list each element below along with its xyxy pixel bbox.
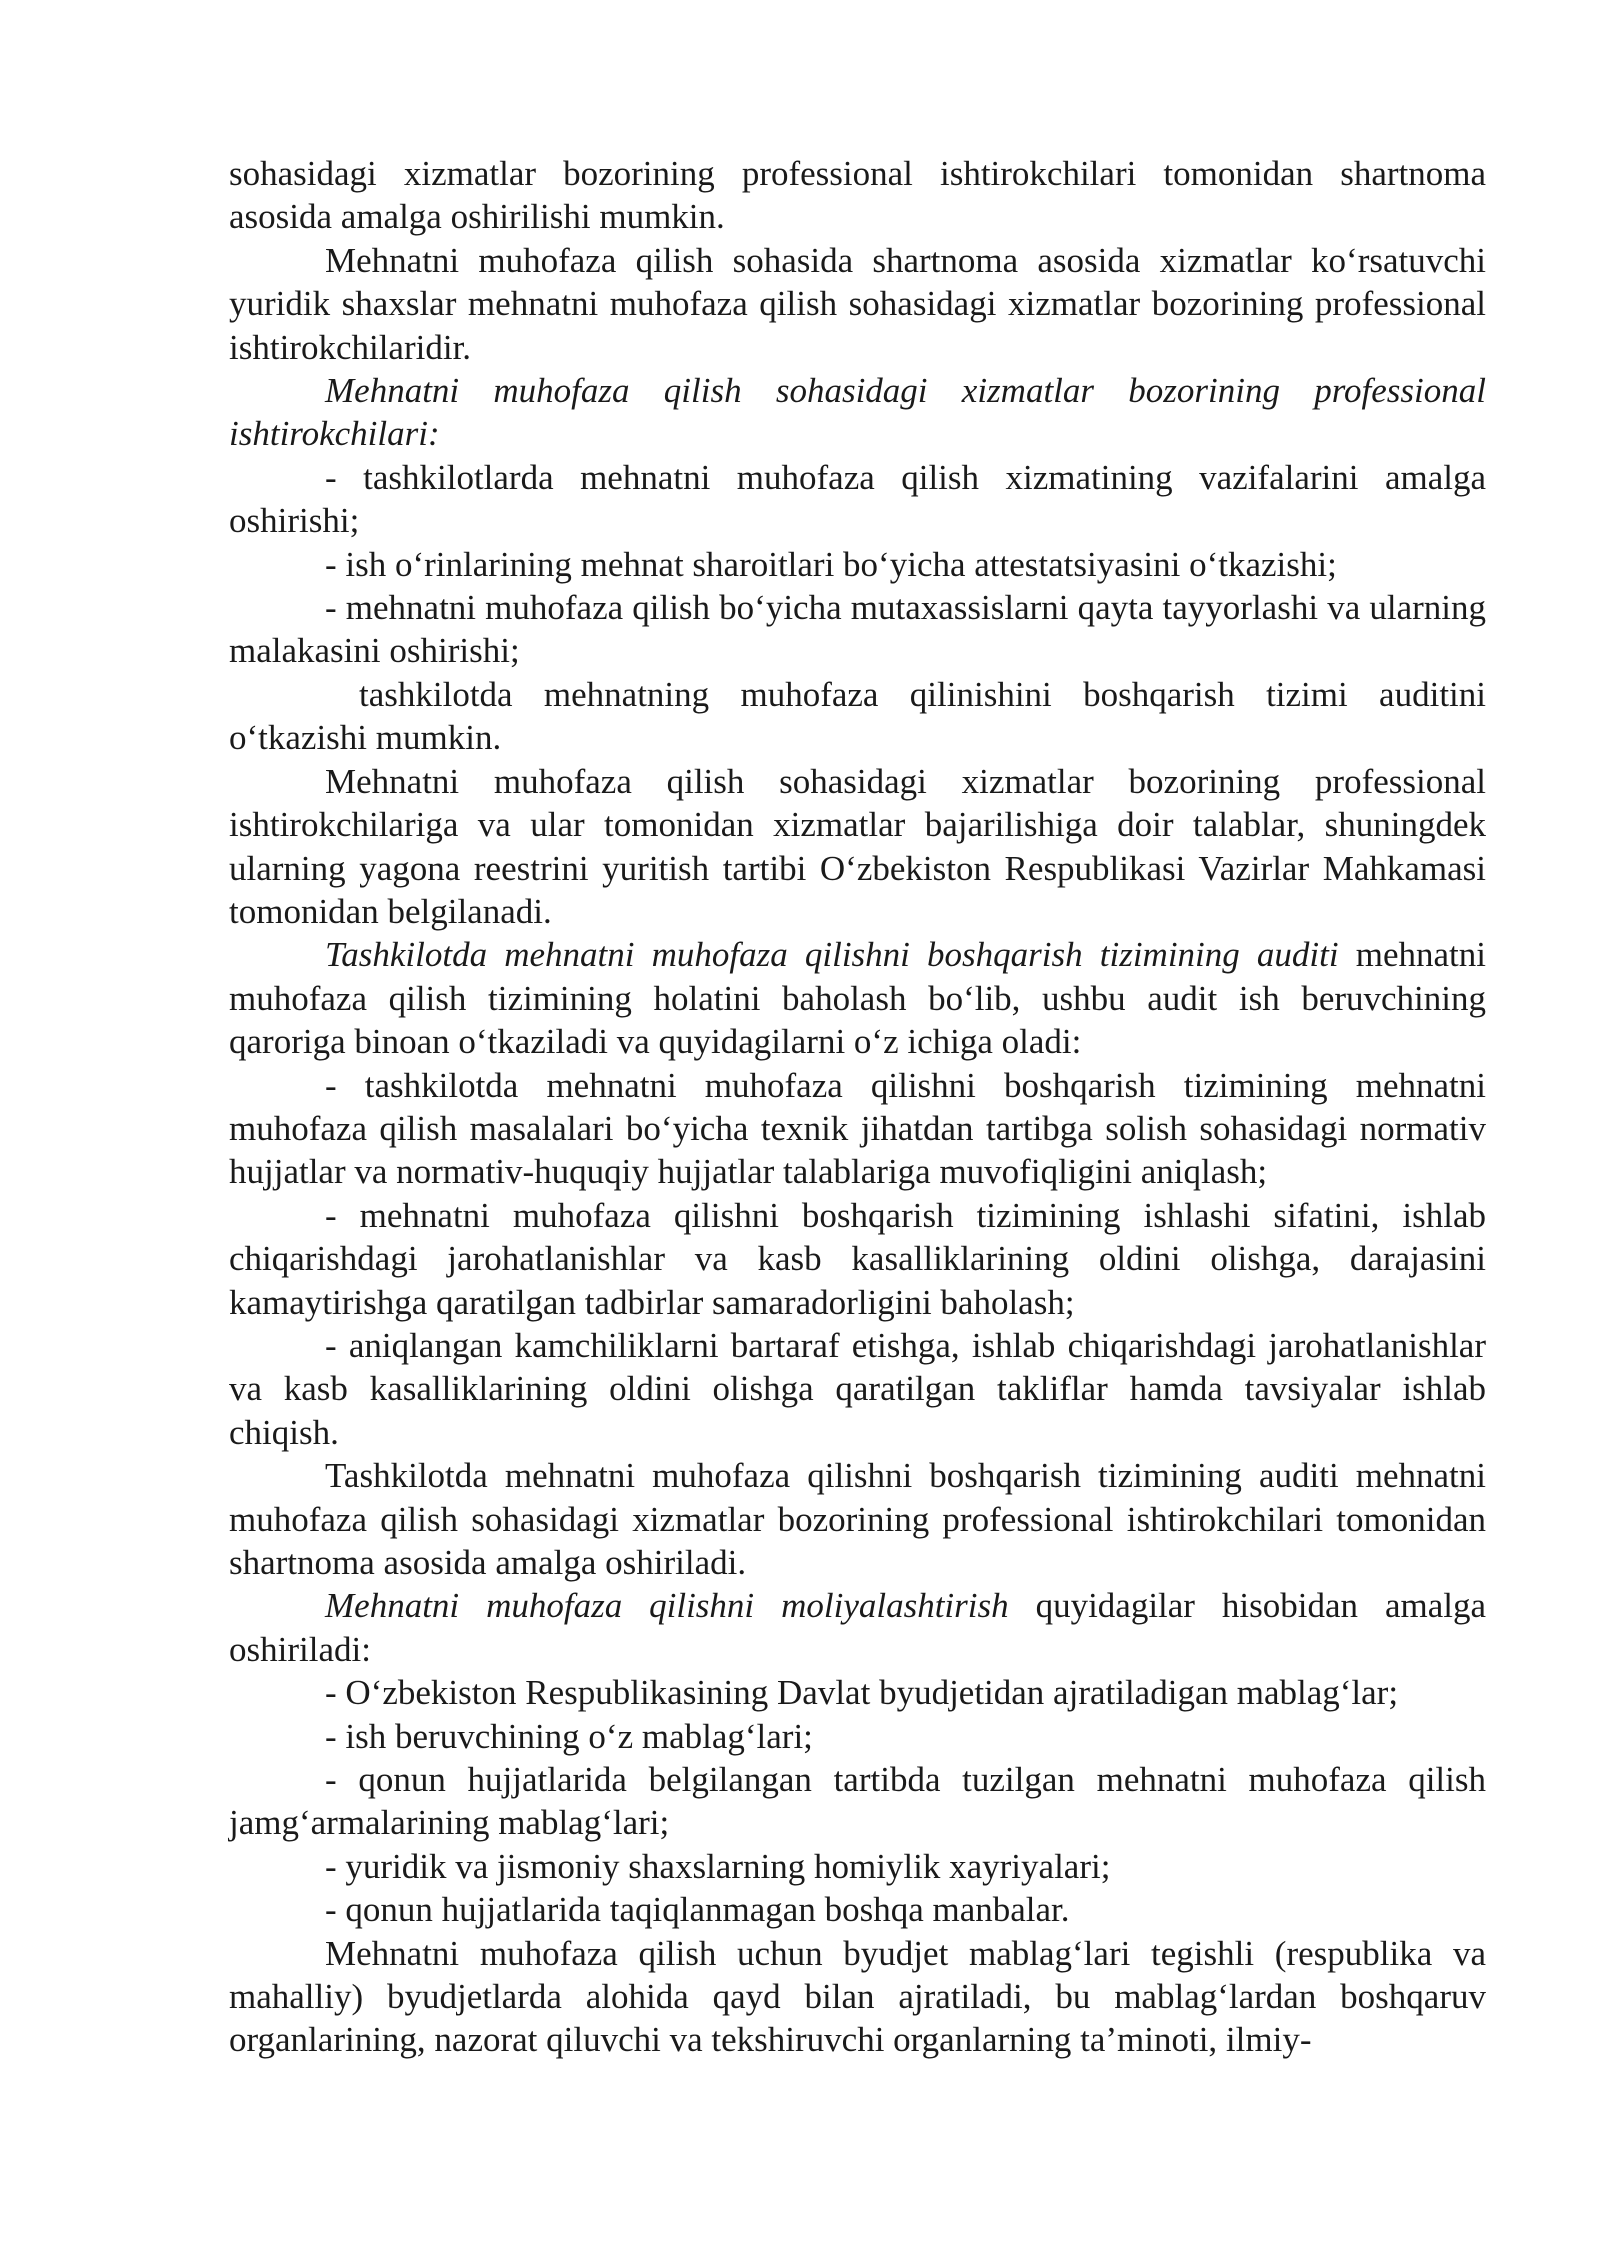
paragraph [229,933,1486,1063]
document-page [229,152,1486,2062]
paragraph: Tashkilotda mehnatni muhofaza qilishni boshqarish tizimining auditi mehnatni muhofaza qilish sohasidagi xizmatlar bozorining professional ishtirokchilari tomonidan shartnoma asosida amalga oshiriladi. [229,1456,1486,1582]
paragraph-text: quyidagilar hisobidan amalga oshiriladi: [229,1586,1486,1669]
italic-term: Tashkilotda mehnatni muhofaza qilishni boshqarish tizimining auditi [325,935,1339,975]
italic-term: Mehnatni muhofaza qilishni moliyalashtirish [325,1586,1009,1626]
paragraph: sohasidagi xizmatlar bozorining professional ishtirokchilari tomonidan shartnoma asosida amalga oshirilishi mumkin. [229,154,1486,237]
list-item: - ish o‘rinlarining mehnat sharoitlari bo‘yicha attestatsiyasini o‘tkazishi; [325,544,1337,584]
list-item: - mehnatni muhofaza qilish bo‘yicha mutaxassislarni qayta tayyorlashi va ularning malakasini oshirishi; [229,588,1486,671]
list-item: - O‘zbekiston Respublikasining Davlat byudjetidan ajratiladigan mablag‘lar; [325,1673,1399,1713]
paragraph-text: mehnatni muhofaza qilish tizimining holatini baholash bo‘lib, ushbu audit ish beruvchining qaroriga binoan o‘tkaziladi va quyidagilarni o‘z ichiga oladi: [229,935,1486,1062]
paragraph [229,1584,1486,1671]
list-item: - aniqlangan kamchiliklarni bartaraf etishga, ishlab chiqarishdagi jarohatlanishlar va kasb kasalliklarining oldini olishga qaratilgan takliflar hamda tavsiyalar ishlab chiqish. [229,1325,1486,1452]
list-item: - tashkilotlarda mehnatni muhofaza qilish xizmatining vazifalarini amalga oshirishi; [229,457,1486,541]
list-item: - tashkilotda mehnatni muhofaza qilishni boshqarish tizimining mehnatni muhofaza qilish masalalari bo‘yicha texnik jihatdan tartibga solish sohasidagi normativ hujjatlar va normativ-huquqiy hujjatlar talablariga muvofiqligini aniqlash; [229,1065,1486,1192]
list-item: tashkilotda mehnatning muhofaza qilinishini boshqarish tizimi auditini o‘tkazishi mumkin. [229,674,1486,758]
list-item: - qonun hujjatlarida belgilangan tartibda tuzilgan mehnatni muhofaza qilish jamg‘armalarining mablag‘lari; [229,1760,1486,1843]
paragraph: Mehnatni muhofaza qilish uchun byudjet mablag‘lari tegishli (respublika va mahalliy) byudjetlarda alohida qayd bilan ajratiladi, bu mablag‘lardan boshqaruv organlarining, nazorat qiluvchi va tekshiruvchi organlarning ta’minoti, ilmiy- [229,1933,1486,2060]
list-item: - yuridik va jismoniy shaxslarning homiylik xayriyalari; [325,1846,1111,1886]
paragraph-heading [229,369,1486,456]
list-item: - ish beruvchining o‘z mablag‘lari; [325,1716,813,1756]
paragraph: Mehnatni muhofaza qilish sohasidagi xizmatlar bozorining professional ishtirokchilariga va ular tomonidan xizmatlar bajarilishiga doir talablar, shuningdek ularning yagona reestrini yuritish tartibi O‘zbekiston Respublikasi Vazirlar Mahkamasi tomonidan belgilanadi. [229,761,1486,931]
list-item: - qonun hujjatlarida taqiqlanmagan boshqa manbalar. [325,1890,1070,1930]
list-item: - mehnatni muhofaza qilishni boshqarish tizimining ishlashi sifatini, ishlab chiqarishdagi jarohatlanishlar va kasb kasalliklarining oldini olishga, darajasini kamaytirishga qaratilgan tadbirlar samaradorligini baholash; [229,1195,1486,1322]
paragraph: Mehnatni muhofaza qilish sohasida shartnoma asosida xizmatlar ko‘rsatuvchi yuridik shaxslar mehnatni muhofaza qilish sohasidagi xizmatlar bozorining professional ishtirokchilaridir. [229,240,1486,367]
italic-term: Mehnatni muhofaza qilish sohasidagi xizmatlar bozorining professional ishtirokchilari: [229,371,1486,454]
